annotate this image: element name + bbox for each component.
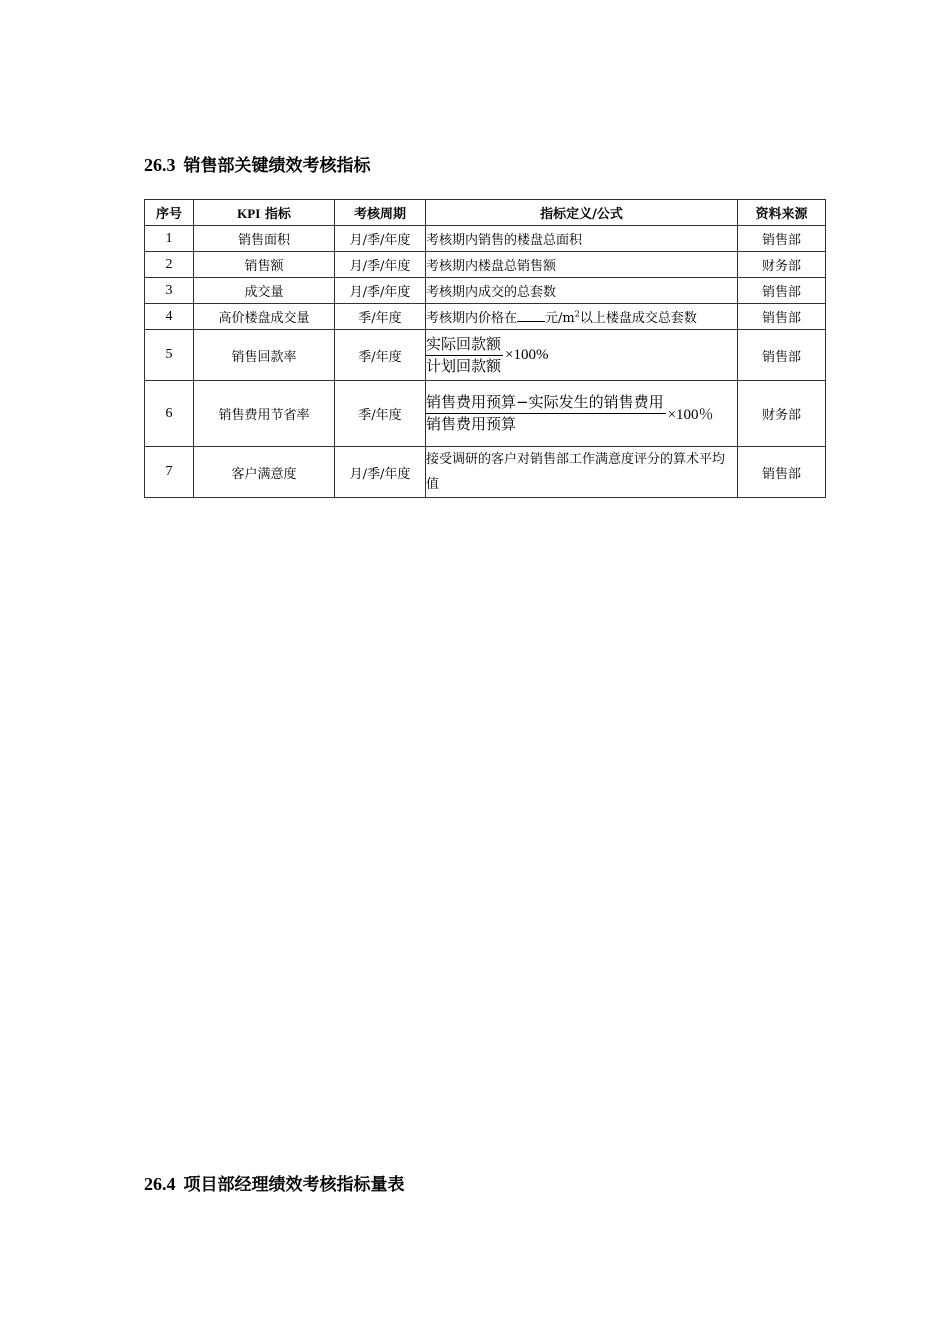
cell-kpi: 客户满意度 xyxy=(194,447,335,498)
definition-text-before: 考核期内价格在 xyxy=(426,311,518,326)
cell-seq: 4 xyxy=(145,304,194,330)
section-title: 销售部关键绩效考核指标 xyxy=(183,156,371,176)
cell-period: 季/年度 xyxy=(335,330,426,381)
cell-kpi: 销售回款率 xyxy=(194,330,335,381)
cell-source: 财务部 xyxy=(738,252,826,278)
table-row xyxy=(145,381,826,447)
cell-definition xyxy=(426,447,738,498)
section-heading-26-4 xyxy=(144,1170,405,1195)
table-row xyxy=(145,252,826,278)
section-heading-26-3 xyxy=(144,151,371,176)
cell-definition: 考核期内成交的总套数 xyxy=(426,278,738,304)
cell-kpi: 销售费用节省率 xyxy=(194,381,335,447)
fraction xyxy=(426,335,503,376)
section-number: 26.4 xyxy=(144,1174,176,1194)
cell-seq: 3 xyxy=(145,278,194,304)
cell-period: 月/季/年度 xyxy=(335,252,426,278)
header-seq: 序号 xyxy=(145,200,194,226)
cell-kpi: 成交量 xyxy=(194,278,335,304)
definition-unit-superscript: 2 xyxy=(574,309,580,319)
kpi-table xyxy=(144,199,826,498)
cell-kpi: 销售面积 xyxy=(194,226,335,252)
header-source: 资料来源 xyxy=(738,200,826,226)
table-row xyxy=(145,226,826,252)
header-kpi-cjk: 指标 xyxy=(264,207,291,222)
cell-definition xyxy=(426,304,738,330)
cell-period: 月/季/年度 xyxy=(335,278,426,304)
definition-text: 接受调研的客户对销售部工作满意度评分的算术平均值 xyxy=(426,452,726,492)
cell-period: 月/季/年度 xyxy=(335,447,426,498)
cell-seq: 5 xyxy=(145,330,194,381)
fraction-denominator: 计划回款额 xyxy=(426,356,502,375)
cell-kpi: 销售额 xyxy=(194,252,335,278)
formula-collection-rate xyxy=(426,335,737,376)
cell-source: 销售部 xyxy=(738,278,826,304)
cell-source: 财务部 xyxy=(738,381,826,447)
cell-source: 销售部 xyxy=(738,330,826,381)
definition-text-after: 以上楼盘成交总套数 xyxy=(579,311,697,326)
header-period: 考核周期 xyxy=(335,200,426,226)
formula-multiplier: ×100% xyxy=(505,346,549,363)
header-kpi-latin: KPI xyxy=(237,206,261,221)
cell-period: 月/季/年度 xyxy=(335,226,426,252)
table-row xyxy=(145,278,826,304)
table-header-row xyxy=(145,200,826,226)
header-definition: 指标定义/公式 xyxy=(426,200,738,226)
header-kpi xyxy=(194,200,335,226)
section-number: 26.3 xyxy=(144,155,176,175)
cell-seq: 1 xyxy=(145,226,194,252)
cell-kpi: 高价楼盘成交量 xyxy=(194,304,335,330)
definition-unit: 元/m xyxy=(545,311,575,326)
fraction-numerator: 销售费用预算−实际发生的销售费用 xyxy=(426,393,666,414)
table-row xyxy=(145,304,826,330)
cell-source: 销售部 xyxy=(738,447,826,498)
cell-seq: 6 xyxy=(145,381,194,447)
formula-expense-saving-rate xyxy=(426,393,737,434)
table-row xyxy=(145,447,826,498)
cell-definition: 考核期内楼盘总销售额 xyxy=(426,252,738,278)
fill-in-blank xyxy=(517,309,545,322)
cell-source: 销售部 xyxy=(738,304,826,330)
cell-seq: 2 xyxy=(145,252,194,278)
cell-source: 销售部 xyxy=(738,226,826,252)
cell-definition: 考核期内销售的楼盘总面积 xyxy=(426,226,738,252)
cell-period: 季/年度 xyxy=(335,304,426,330)
fraction-numerator: 实际回款额 xyxy=(426,335,503,356)
cell-definition xyxy=(426,330,738,381)
cell-period: 季/年度 xyxy=(335,381,426,447)
formula-multiplier: ×100％ xyxy=(667,407,714,423)
fraction xyxy=(426,393,666,434)
table-row xyxy=(145,330,826,381)
cell-definition xyxy=(426,381,738,447)
fraction-denominator: 销售费用预算 xyxy=(426,415,517,433)
cell-seq: 7 xyxy=(145,447,194,498)
section-title: 项目部经理绩效考核指标量表 xyxy=(183,1175,405,1195)
